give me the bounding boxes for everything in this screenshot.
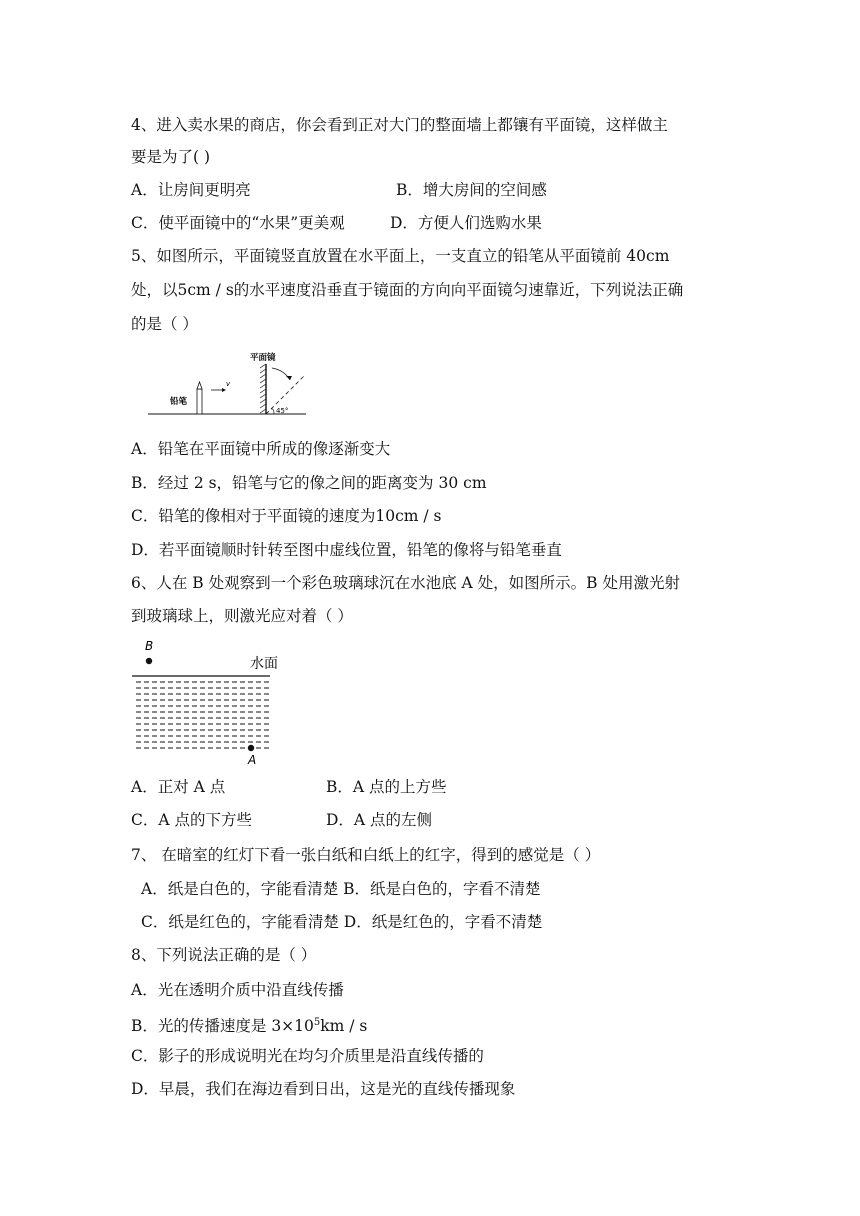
point-a-dot <box>248 745 254 751</box>
q5-fig-mirror-label: 平面镜 <box>250 353 276 363</box>
rotation-arrowhead <box>286 376 292 380</box>
q5-option-b: B．经过 2 s，铅笔与它的像之间的距离变为 30 cm <box>131 474 487 492</box>
q6-stem-line1: 6、人在 B 处观察到一个彩色玻璃球沉在水池底 A 处，如图所示。B 处用激光射 <box>131 574 680 592</box>
q4-option-c: C．使平面镜中的“水果”更美观 <box>131 214 345 232</box>
angle-arc <box>271 409 274 414</box>
velocity-arrowhead <box>222 388 226 392</box>
q7-options-cd: C．纸是红色的，字能看清楚 D．纸是红色的，字看不清楚 <box>141 913 543 931</box>
q6-fig-water-label: 水面 <box>250 656 278 672</box>
q5-fig-angle: 45° <box>276 407 289 415</box>
q5-stem-line2: 处，以5cm / s的水平速度沿垂直于镜面的方向向平面镜匀速靠近，下列说法正确 <box>131 281 684 299</box>
q5-stem-line3: 的是（ ） <box>131 315 198 333</box>
q5-option-a: A．铅笔在平面镜中所成的像逐渐变大 <box>131 440 391 458</box>
q6-fig-point-b: B <box>145 639 154 653</box>
q5-fig-pencil-label: 铅笔 <box>170 397 188 407</box>
q4-stem-line2: 要是为了( ) <box>131 148 211 166</box>
q8-option-d: D．早晨，我们在海边看到日出，这是光的直线传播现象 <box>131 1080 516 1098</box>
q4-stem-line1: 4、进入卖水果的商店，你会看到正对大门的整面墙上都镶有平面镜，这样做主 <box>131 116 668 134</box>
q6-option-b: B．A 点的上方些 <box>326 778 447 796</box>
q6-stem-line2: 到玻璃球上，则激光应对着（ ） <box>131 607 353 625</box>
pencil-body <box>197 389 202 414</box>
q4-option-a: A．让房间更明亮 <box>131 181 251 199</box>
rotation-arrow <box>272 368 290 380</box>
q8-option-c: C．影子的形成说明光在均匀介质里是沿直线传播的 <box>131 1047 484 1065</box>
q7-stem: 7、 在暗室的红灯下看一张白纸和白纸上的红字，得到的感觉是（ ） <box>131 846 601 864</box>
q8-stem: 8、下列说法正确的是（ ） <box>131 946 317 964</box>
q6-option-a: A．正对 A 点 <box>131 778 226 796</box>
q8-option-b-text: B．光的传播速度是 3×10 <box>131 1017 314 1036</box>
q8-option-b <box>131 1013 367 1036</box>
q6-water-figure <box>132 636 292 768</box>
q6-option-c: C．A 点的下方些 <box>131 811 252 829</box>
q5-stem-line1: 5、如图所示，平面镜竖直放置在水平面上，一支直立的铅笔从平面镜前 40cm <box>131 247 670 265</box>
pencil-tip <box>197 382 202 389</box>
q5-option-c: C．铅笔的像相对于平面镜的速度为10cm / s <box>131 507 442 525</box>
q5-option-d: D．若平面镜顺时针转至图中虚线位置，铅笔的像将与铅笔垂直 <box>131 541 562 559</box>
q4-option-d: D．方便人们选购水果 <box>390 214 542 232</box>
q6-fig-point-a: A <box>248 753 257 767</box>
point-b-dot <box>146 658 152 664</box>
water-dashes <box>136 682 270 748</box>
q5-mirror-figure <box>140 348 310 420</box>
q5-fig-velocity: v <box>226 380 231 388</box>
q7-options-ab: A．纸是白色的，字能看清楚 B．纸是白色的，字看不清楚 <box>141 880 541 898</box>
q6-option-d: D．A 点的左侧 <box>326 811 433 829</box>
mirror-hatch <box>260 364 266 413</box>
q8-option-a: A．光在透明介质中沿直线传播 <box>131 981 344 999</box>
q8-option-b-unit: km / s <box>320 1017 368 1036</box>
q8-option-b-exponent: 5 <box>313 1017 321 1028</box>
q4-option-b: B．增大房间的空间感 <box>396 181 547 199</box>
